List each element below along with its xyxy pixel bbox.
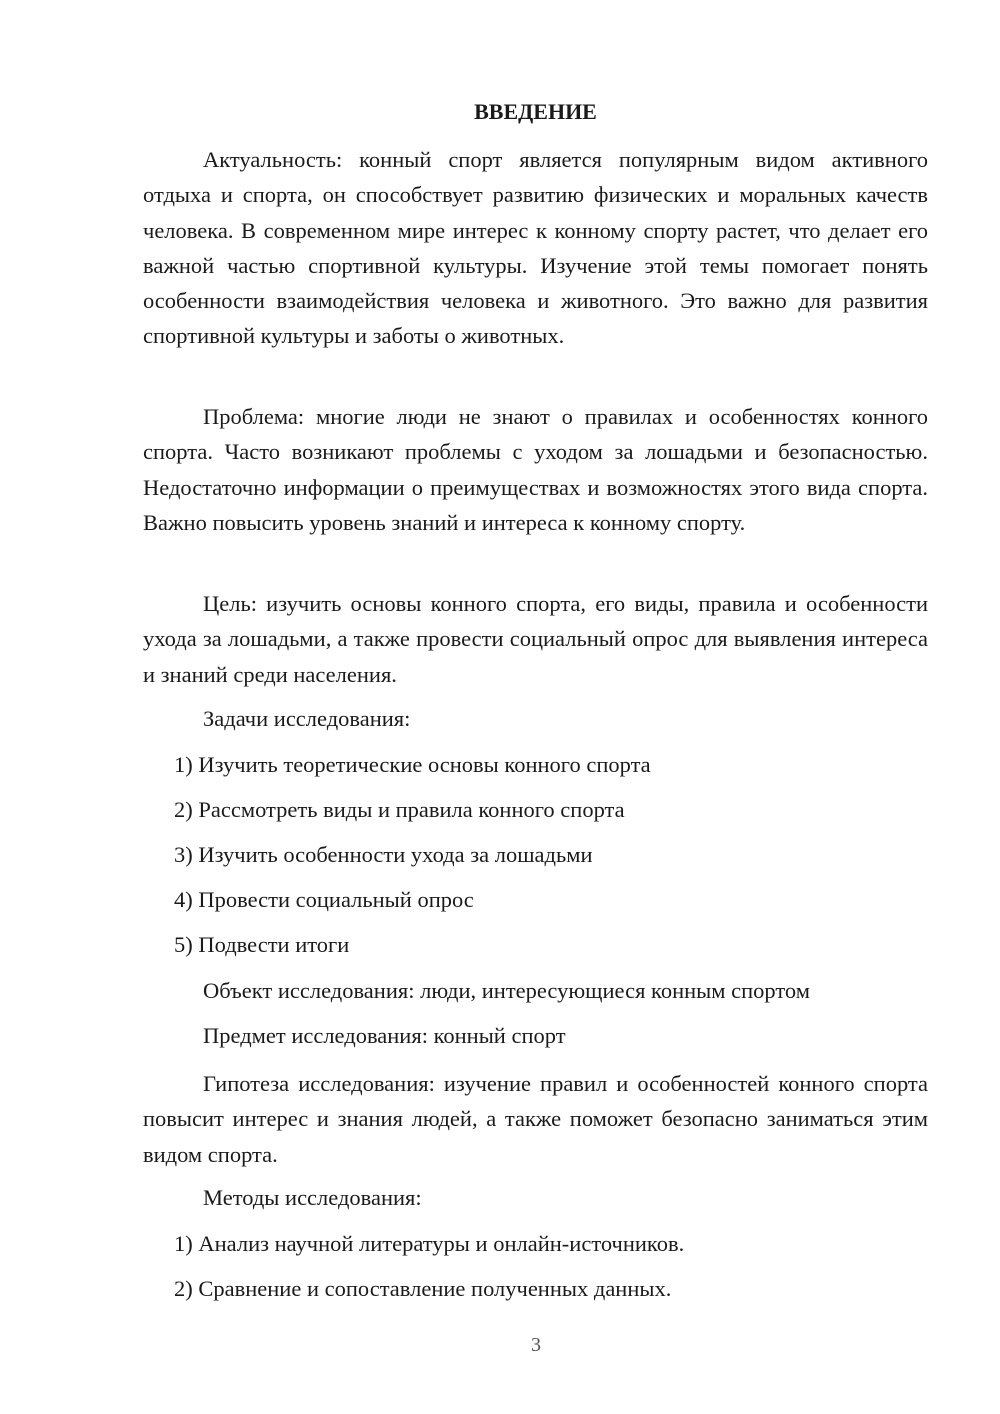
problem-paragraph: Проблема: многие люди не знают о правилах и особенностях конного спорта. Часто возникают проблемы с уходом за лошадьми и безопасностью. Недостаточно информации о преимуществах и возможностях этого вида спорта. Важно повысить уровень знаний и интереса к конному спорту. <box>143 404 928 535</box>
research-object: Объект исследования: люди, интересующиеся конным спортом <box>203 978 810 1003</box>
task-item-4: 4) Провести социальный опрос <box>174 887 474 912</box>
method-item-2: 2) Сравнение и сопоставление полученных данных. <box>174 1276 672 1301</box>
method-item-1: 1) Анализ научной литературы и онлайн-источников. <box>174 1231 685 1256</box>
research-subject: Предмет исследования: конный спорт <box>203 1023 566 1048</box>
task-item-3: 3) Изучить особенности ухода за лошадьми <box>174 842 593 867</box>
task-item-2: 2) Рассмотреть виды и правила конного спорта <box>174 797 625 822</box>
hypothesis-paragraph: Гипотеза исследования: изучение правил и особенностей конного спорта повысит интерес и знания людей, а также поможет безопасно заниматься этим видом спорта. <box>143 1071 928 1167</box>
relevance-paragraph: Актуальность: конный спорт является популярным видом активного отдыха и спорта, он способствует развитию физических и моральных качеств человека. В современном мире интерес к конному спорту растет, что делает его важной частью спортивной культуры. Изучение этой темы помогает понять особенности взаимодействия человека и животного. Это важно для развития спортивной культуры и заботы о животных. <box>143 147 928 349</box>
methods-heading: Методы исследования: <box>203 1185 422 1210</box>
page-number: 3 <box>531 1334 541 1356</box>
task-item-5: 5) Подвести итоги <box>174 932 350 957</box>
section-title: ВВЕДЕНИЕ <box>474 99 597 124</box>
task-item-1: 1) Изучить теоретические основы конного спорта <box>174 752 651 777</box>
tasks-heading: Задачи исследования: <box>203 706 411 731</box>
goal-paragraph: Цель: изучить основы конного спорта, его виды, правила и особенности ухода за лошадьми, а также провести социальный опрос для выявления интереса и знаний среди населения. <box>143 591 928 687</box>
